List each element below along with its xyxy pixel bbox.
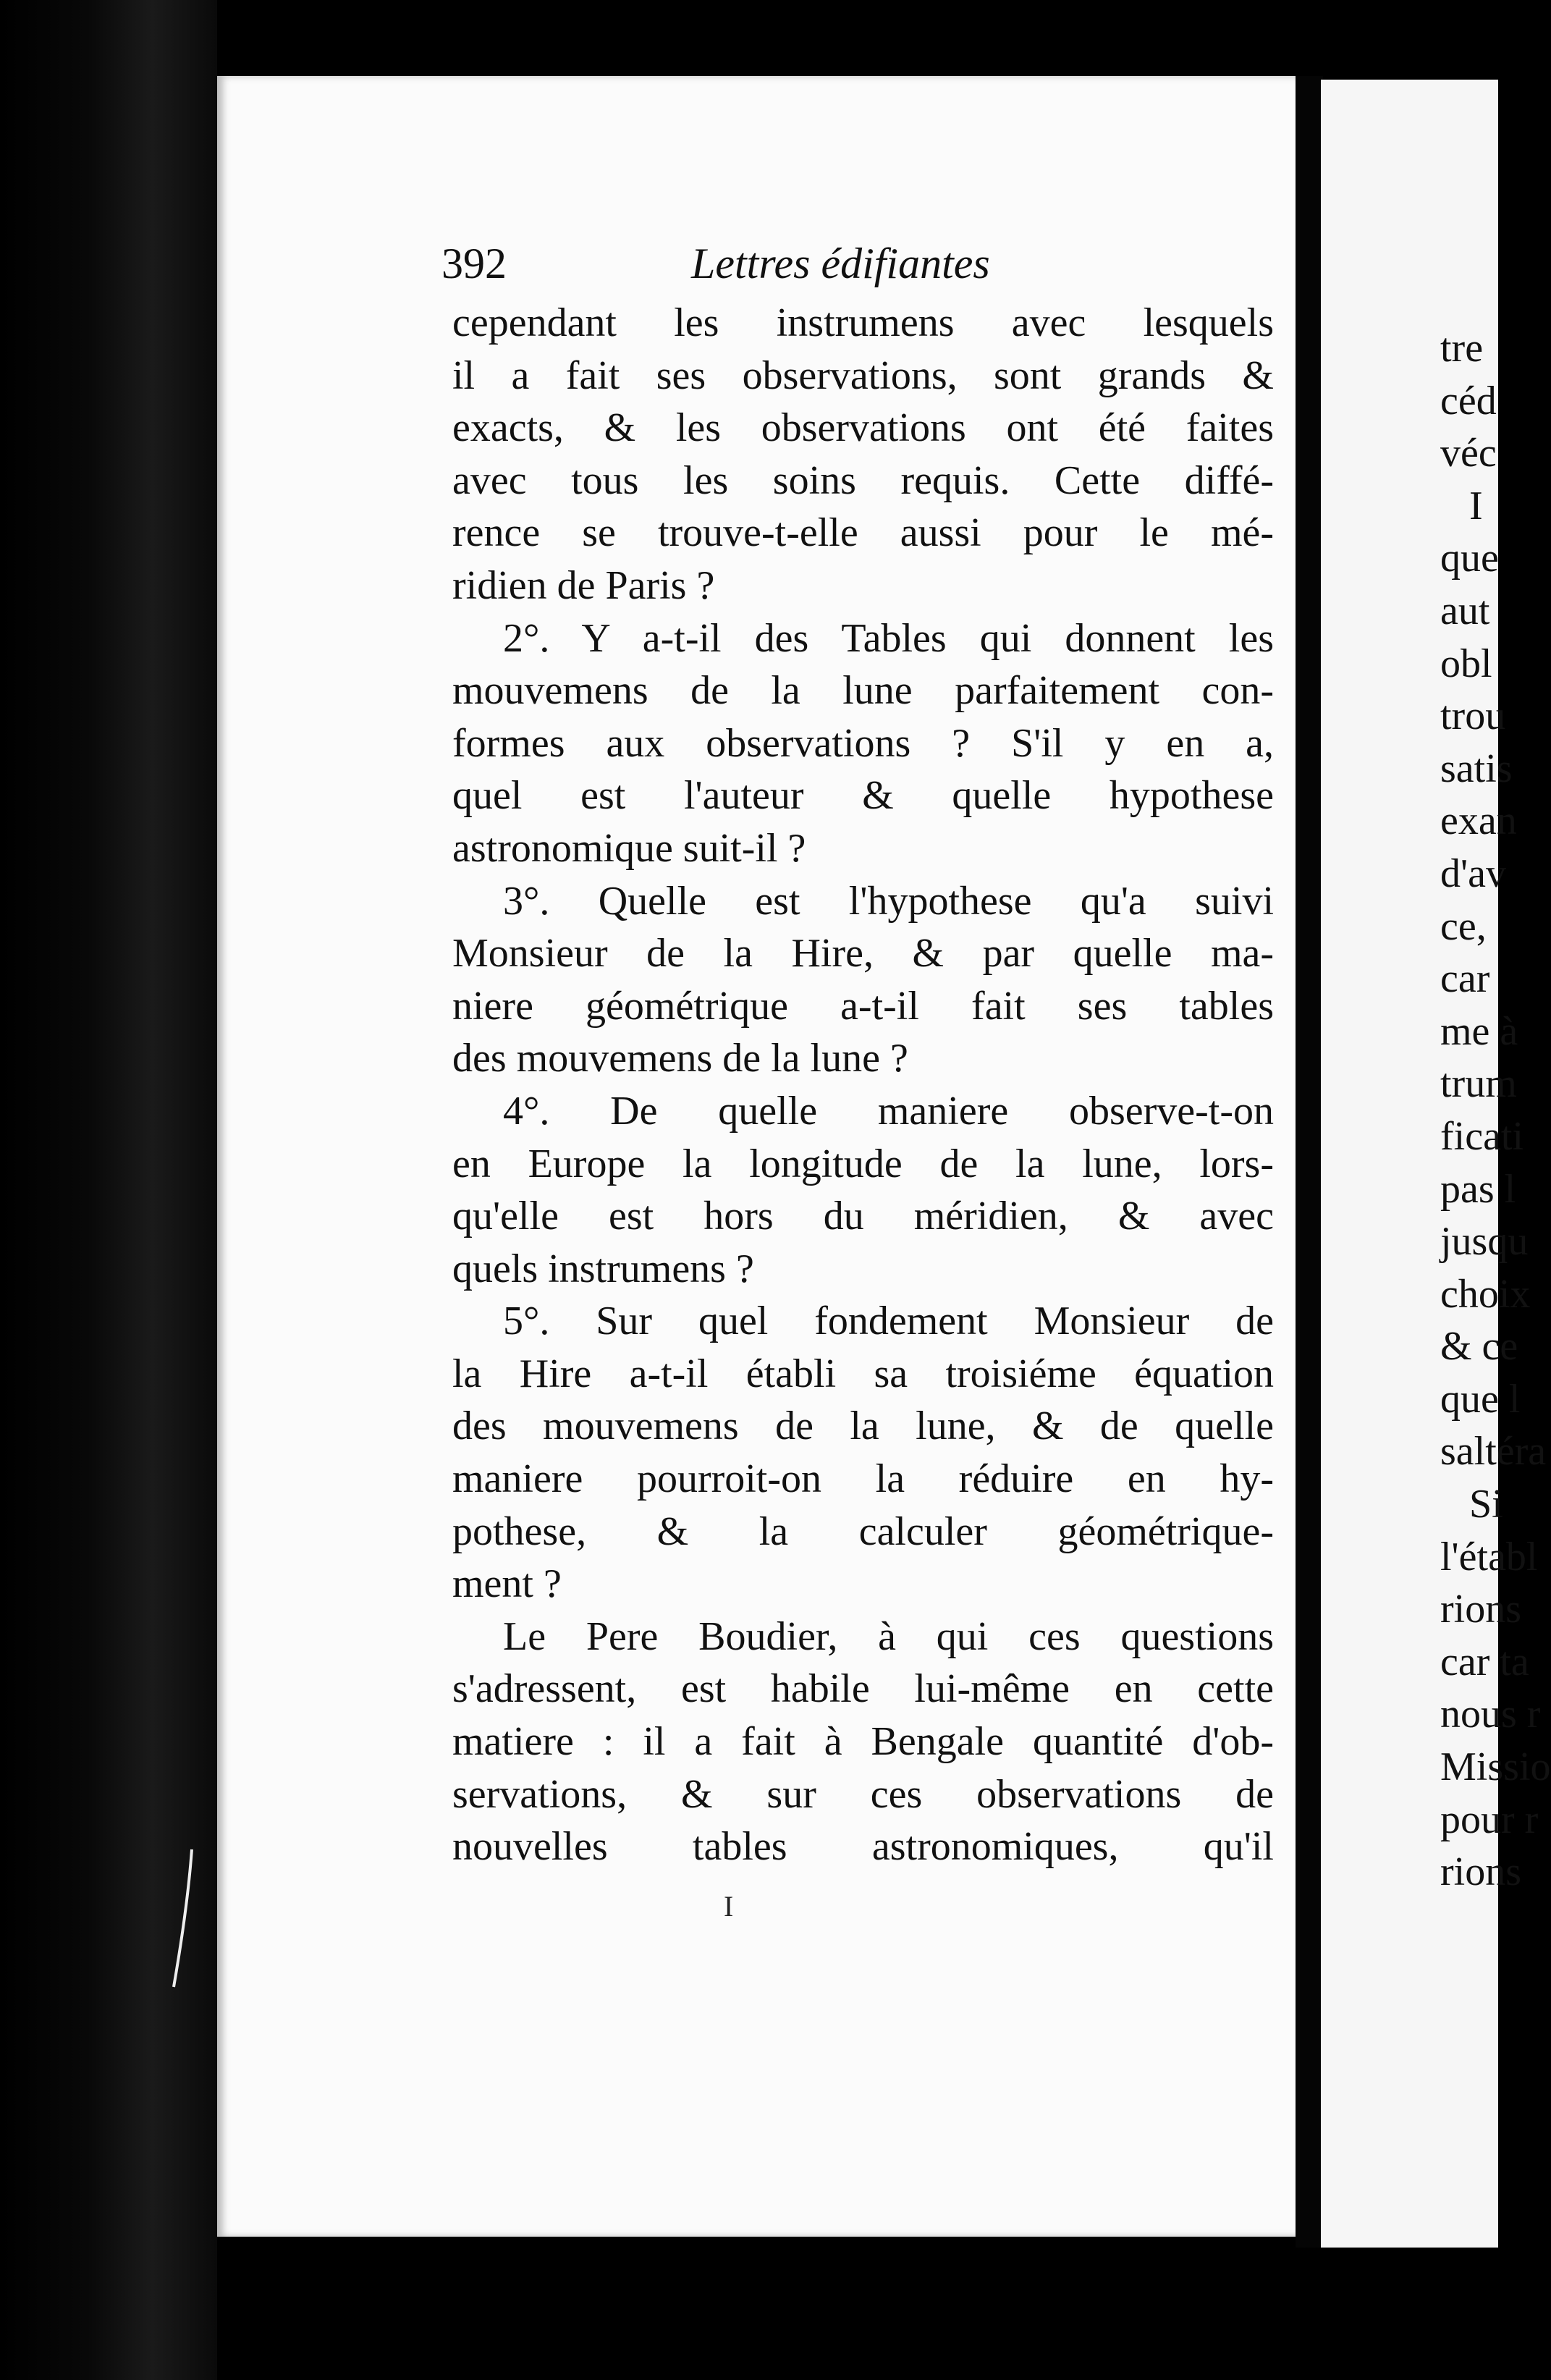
right-text-line: céd — [1440, 378, 1497, 423]
text-line: qu'elle est hors du méridien, & avec — [452, 1194, 1274, 1239]
right-text-line: me à — [1440, 1008, 1518, 1054]
right-text-line: exan — [1440, 798, 1517, 844]
text-line: servations, & sur ces observations de — [452, 1771, 1274, 1817]
text-line: astronomique suit-il ? — [452, 825, 806, 871]
right-text-line: que — [1440, 536, 1499, 581]
text-line: formes aux observations ? S'il y en a, — [452, 720, 1274, 766]
right-text-line: trum — [1440, 1061, 1517, 1107]
running-title: Lettres édifiantes — [691, 240, 990, 287]
right-text-line: pour r — [1440, 1797, 1539, 1842]
text-line: quel est l'auteur & quelle hypothese — [452, 773, 1274, 819]
question-2-line: 2°. Y a-t-il des Tables qui donnent les — [503, 615, 1274, 661]
margin-pen-mark — [170, 1846, 199, 1991]
text-line: ment ? — [452, 1561, 562, 1607]
right-text-line: ficati — [1440, 1113, 1524, 1159]
text-line: avec tous les soins requis. Cette diffé- — [452, 457, 1274, 503]
paragraph-start-line: Le Pere Boudier, à qui ces questions — [503, 1613, 1274, 1659]
right-text-line: car ta — [1440, 1639, 1529, 1684]
left-page-text — [452, 297, 1274, 1873]
right-text-line: saltéra — [1440, 1429, 1547, 1474]
text-line: niere géométrique a-t-il fait ses tables — [452, 983, 1274, 1029]
right-text-line: tre — [1440, 326, 1484, 371]
right-text-line: I — [1469, 483, 1483, 528]
right-text-line: Si — [1469, 1482, 1503, 1527]
question-3-line: 3°. Quelle est l'hypothese qu'a suivi — [503, 878, 1274, 924]
right-text-line: Missio — [1440, 1744, 1551, 1790]
text-line: s'adressent, est habile lui-même en cette — [452, 1666, 1274, 1712]
right-page-text — [1440, 322, 1551, 1899]
right-text-line: choix — [1440, 1271, 1531, 1317]
text-line: exacts, & les observations ont été faites — [452, 405, 1274, 451]
text-line: la Hire a-t-il établi sa troisiéme équation — [452, 1351, 1274, 1396]
book-gutter — [1296, 76, 1323, 2248]
page-header — [441, 239, 1310, 297]
right-text-line: pas l — [1440, 1166, 1516, 1212]
right-text-line: aut — [1440, 588, 1490, 633]
text-line: nouvelles tables astronomiques, qu'il — [452, 1824, 1274, 1870]
right-text-line: rions — [1440, 1587, 1521, 1632]
text-line: quels instrumens ? — [452, 1246, 754, 1291]
right-text-line: ce, — [1440, 903, 1487, 949]
text-line: des mouvemens de la lune, & de quelle — [452, 1404, 1274, 1449]
text-line: matiere : il a fait à Bengale quantité d'ob- — [452, 1719, 1274, 1765]
text-line: maniere pourroit-on la réduire en hy- — [452, 1456, 1274, 1502]
text-line: pothese, & la calculer géométrique- — [452, 1508, 1274, 1554]
text-line: rence se trouve-t-elle aussi pour le mé- — [452, 510, 1274, 556]
text-line: cependant les instrumens avec lesquels — [452, 300, 1274, 345]
right-text-line: jusqu — [1440, 1219, 1529, 1265]
text-line: mouvemens de la lune parfaitement con- — [452, 668, 1274, 714]
text-line: Monsieur de la Hire, & par quelle ma- — [452, 931, 1274, 976]
text-line: des mouvemens de la lune ? — [452, 1036, 908, 1081]
right-text-line: & ce — [1440, 1324, 1518, 1370]
text-line: il a fait ses observations, sont grands & — [452, 353, 1274, 398]
right-text-line: l'établ — [1440, 1534, 1538, 1579]
question-4-line: 4°. De quelle maniere observe-t-on — [503, 1088, 1274, 1134]
scan-left-border — [0, 0, 217, 2380]
right-text-line: trou — [1440, 693, 1506, 739]
right-text-line: que l — [1440, 1376, 1521, 1422]
right-text-line: car — [1440, 956, 1490, 1002]
right-text-line: obl — [1440, 641, 1492, 686]
text-line: ridien de Paris ? — [452, 562, 715, 608]
right-text-line: véc — [1440, 431, 1497, 476]
text-line: en Europe la longitude de la lune, lors- — [452, 1141, 1274, 1186]
right-text-line: nous r — [1440, 1692, 1541, 1737]
signature-mark: I — [724, 1890, 734, 1923]
question-5-line: 5°. Sur quel fondement Monsieur de — [503, 1299, 1274, 1344]
right-text-line: d'av — [1440, 851, 1506, 896]
page-number: 392 — [441, 240, 507, 287]
right-text-line: satis — [1440, 746, 1513, 791]
right-text-line: rions — [1440, 1849, 1521, 1895]
